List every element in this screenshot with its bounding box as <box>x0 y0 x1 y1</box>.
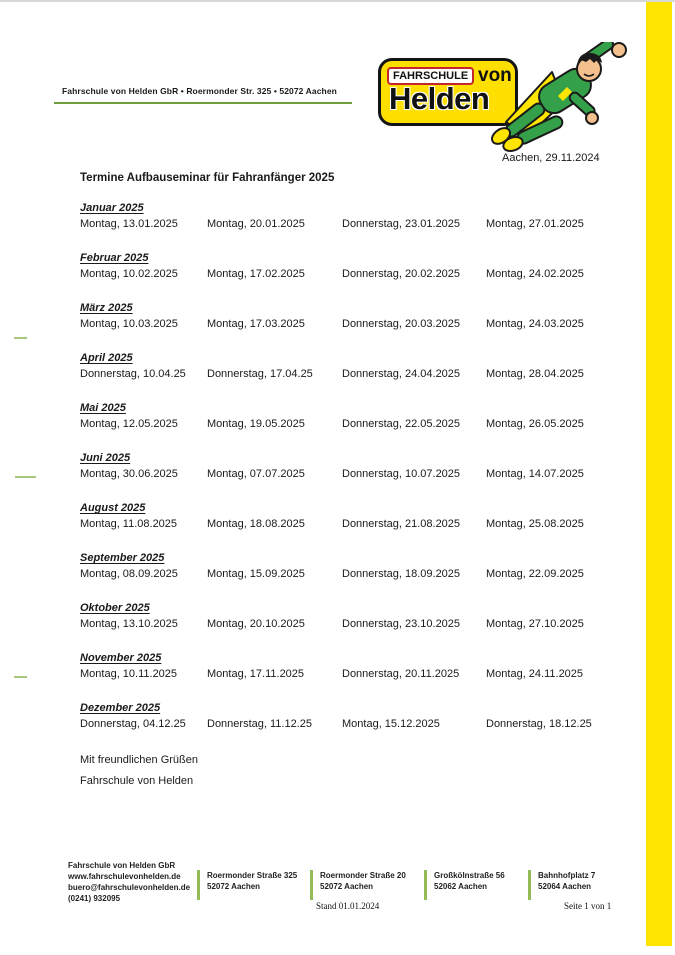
seminar-date: Montag, 17.02.2025 <box>207 268 305 280</box>
seminar-date: Montag, 17.11.2025 <box>207 668 305 680</box>
seminar-date: Montag, 10.03.2025 <box>80 318 178 330</box>
seminar-date: Montag, 20.01.2025 <box>207 218 305 230</box>
location-street: Bahnhofplatz 7 <box>538 871 596 880</box>
month-heading: Mai 2025 <box>80 402 126 414</box>
footer-location <box>427 860 528 904</box>
footer-location <box>200 860 310 904</box>
seminar-date: Montag, 25.08.2025 <box>486 518 584 530</box>
month-heading: März 2025 <box>80 302 133 314</box>
stand-date: Stand 01.01.2024 <box>316 901 380 911</box>
month-heading: August 2025 <box>80 502 146 514</box>
hole-punch-mark <box>15 476 36 478</box>
month-heading: September 2025 <box>80 552 165 564</box>
month-block <box>80 251 625 281</box>
seminar-date: Montag, 13.01.2025 <box>80 218 178 230</box>
seminar-date: Donnerstag, 04.12.25 <box>80 718 186 730</box>
company-name: Fahrschule von Helden GbR <box>68 861 176 870</box>
month-block <box>80 501 625 531</box>
seminar-date: Montag, 18.08.2025 <box>207 518 305 530</box>
seminar-date: Montag, 17.03.2025 <box>207 318 305 330</box>
month-dates-row <box>80 717 625 731</box>
seminar-date: Montag, 11.08.2025 <box>80 518 178 530</box>
sender-line-block <box>54 86 352 104</box>
location-street: Großkölnstraße 56 <box>434 871 505 880</box>
company-website: www.fahrschulevonhelden.de <box>68 872 181 881</box>
month-dates-row <box>80 467 625 481</box>
location-city: 52072 Aachen <box>320 882 374 891</box>
month-heading: April 2025 <box>80 352 133 364</box>
seminar-date: Montag, 20.10.2025 <box>207 618 305 630</box>
seminar-date: Montag, 24.11.2025 <box>486 668 584 680</box>
month-heading: Januar 2025 <box>80 202 144 214</box>
months-list <box>80 201 625 751</box>
seminar-date: Donnerstag, 17.04.25 <box>207 368 313 380</box>
sender-line: Fahrschule von Helden GbR • Roermonder Str. 325 • 52072 Aachen <box>62 86 337 96</box>
city-date: Aachen, 29.11.2024 <box>502 152 600 164</box>
company-logo <box>378 46 638 166</box>
company-phone: (0241) 932095 <box>68 894 121 903</box>
seminar-date: Donnerstag, 23.01.2025 <box>342 218 461 230</box>
location-city: 52064 Aachen <box>538 882 592 891</box>
seminar-date: Montag, 15.12.2025 <box>342 718 440 730</box>
seminar-date: Donnerstag, 24.04.2025 <box>342 368 461 380</box>
logo-von-text: von <box>478 65 512 86</box>
month-block <box>80 201 625 231</box>
seminar-date: Donnerstag, 22.05.2025 <box>342 418 461 430</box>
month-dates-row <box>80 217 625 231</box>
fold-mark-bottom <box>14 676 27 678</box>
month-heading: Oktober 2025 <box>80 602 150 614</box>
month-heading: Februar 2025 <box>80 252 149 264</box>
seminar-date: Donnerstag, 23.10.2025 <box>342 618 461 630</box>
footer-grid <box>68 860 624 904</box>
closing-block <box>80 750 198 792</box>
seminar-date: Donnerstag, 20.03.2025 <box>342 318 461 330</box>
seminar-date: Montag, 30.06.2025 <box>80 468 178 480</box>
seminar-date: Montag, 27.01.2025 <box>486 218 584 230</box>
month-dates-row <box>80 417 625 431</box>
footer-location <box>313 860 424 904</box>
month-block <box>80 551 625 581</box>
fold-mark-top <box>14 337 27 339</box>
seminar-date: Donnerstag, 20.02.2025 <box>342 268 461 280</box>
seminar-date: Montag, 24.02.2025 <box>486 268 584 280</box>
month-block <box>80 451 625 481</box>
seminar-date: Donnerstag, 20.11.2025 <box>342 668 460 680</box>
location-city: 52062 Aachen <box>434 882 488 891</box>
seminar-date: Donnerstag, 11.12.25 <box>207 718 312 730</box>
seminar-date: Montag, 08.09.2025 <box>80 568 178 580</box>
seminar-date: Montag, 13.10.2025 <box>80 618 178 630</box>
flying-superhero-icon <box>486 42 636 160</box>
month-dates-row <box>80 267 625 281</box>
seminar-date: Montag, 10.11.2025 <box>80 668 178 680</box>
company-email: buero@fahrschulevonhelden.de <box>68 883 191 892</box>
closing-signature: Fahrschule von Helden <box>80 775 194 787</box>
seminar-date: Montag, 10.02.2025 <box>80 268 178 280</box>
location-street: Roermonder Straße 325 <box>207 871 298 880</box>
month-heading: Juni 2025 <box>80 452 131 464</box>
seminar-date: Montag, 24.03.2025 <box>486 318 584 330</box>
seminar-date: Montag, 28.04.2025 <box>486 368 584 380</box>
seminar-date: Montag, 19.05.2025 <box>207 418 305 430</box>
page-number: Seite 1 von 1 <box>564 901 612 911</box>
seminar-date: Montag, 15.09.2025 <box>207 568 305 580</box>
footer-location <box>531 860 624 904</box>
seminar-date: Montag, 07.07.2025 <box>207 468 305 480</box>
location-city: 52072 Aachen <box>207 882 261 891</box>
seminar-date: Montag, 27.10.2025 <box>486 618 584 630</box>
seminar-date: Donnerstag, 21.08.2025 <box>342 518 461 530</box>
month-dates-row <box>80 517 625 531</box>
month-dates-row <box>80 667 625 681</box>
month-heading: Dezember 2025 <box>80 702 161 714</box>
closing-salutation: Mit freundlichen Grüßen <box>80 754 198 766</box>
footer-company-block <box>68 860 197 904</box>
month-block <box>80 651 625 681</box>
month-block <box>80 701 625 731</box>
month-block <box>80 301 625 331</box>
seminar-date: Montag, 22.09.2025 <box>486 568 584 580</box>
seminar-date: Montag, 26.05.2025 <box>486 418 584 430</box>
month-heading: November 2025 <box>80 652 162 664</box>
page-top-edge <box>0 0 675 2</box>
month-dates-row <box>80 617 625 631</box>
seminar-date: Donnerstag, 10.07.2025 <box>342 468 461 480</box>
seminar-date: Montag, 14.07.2025 <box>486 468 584 480</box>
month-block <box>80 601 625 631</box>
location-street: Roermonder Straße 20 <box>320 871 406 880</box>
seminar-date: Donnerstag, 18.09.2025 <box>342 568 461 580</box>
month-dates-row <box>80 317 625 331</box>
fahrschule-badge: FAHRSCHULE <box>387 67 474 85</box>
month-dates-row <box>80 367 625 381</box>
document-title: Termine Aufbauseminar für Fahranfänger 2025 <box>80 172 335 184</box>
month-block <box>80 401 625 431</box>
accent-stripe <box>646 2 672 946</box>
month-dates-row <box>80 567 625 581</box>
seminar-date: Donnerstag, 10.04.25 <box>80 368 186 380</box>
logo-helden-text: Helden <box>389 81 490 116</box>
month-block <box>80 351 625 381</box>
seminar-date: Montag, 12.05.2025 <box>80 418 178 430</box>
seminar-date: Donnerstag, 18.12.25 <box>486 718 592 730</box>
